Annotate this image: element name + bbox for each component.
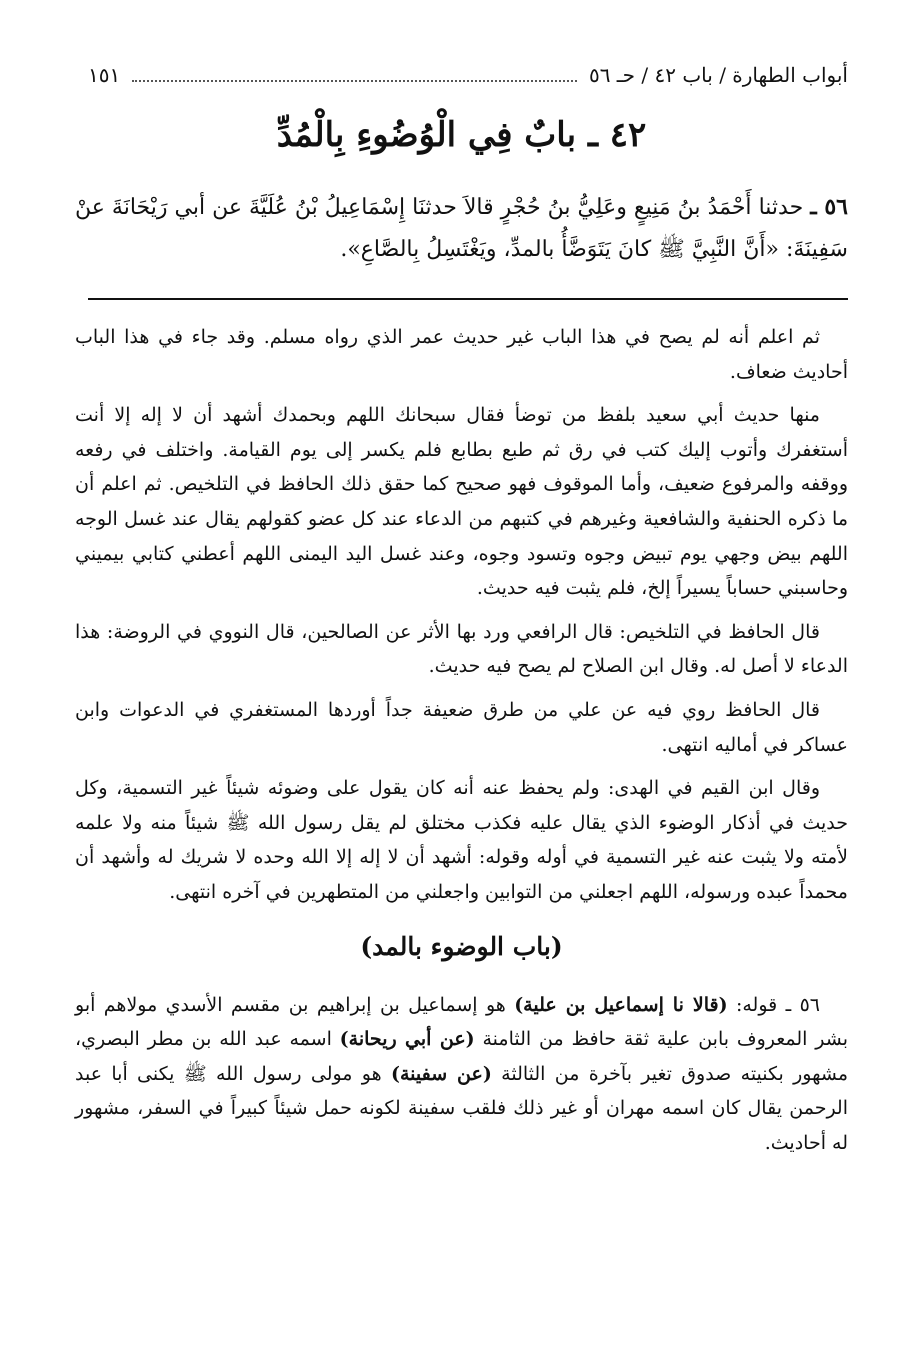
sub-heading: (باب الوضوء بالمد)	[360, 931, 563, 961]
note-paragraph	[75, 988, 848, 1161]
commentary-paragraph-3: قال الحافظ في التلخيص: قال الرافعي ورد بها الأثر عن الصالحين، قال النووي في الروضة: هذا الدعاء لا أصل له. وقال ابن الصلاح لم يصح فيه حديث.	[75, 620, 848, 678]
hadith-text-block	[75, 186, 848, 271]
leader-dots	[132, 68, 577, 82]
note-bold-2: (عن أبي ريحانة)	[339, 1028, 475, 1051]
note-text-1: هو إسماعيل بن إبراهيم بن مقسم الأسدي مولاهم أبو بشر المعروف بابن علية ثقة حافظ من الثامنة	[75, 993, 848, 1051]
note-text-2: اسمه عبد الله بن مطر البصري، مشهور بكنيته صدوق تغير بآخرة من الثالثة	[75, 1028, 848, 1085]
note-lead: ٥٦ ـ قوله:	[727, 993, 821, 1016]
commentary-paragraph-5: وقال ابن القيم في الهدى: ولم يحفظ عنه أنه كان يقول على وضوئه شيئاً غير التسمية، وكل حديث في أذكار الوضوء الذي يقال عليه فكذب مختلق لم يقل رسول الله ﷺ شيئاً منه ولا علمه لأمته ولا يثبت عنه غير التسمية في أوله وقوله: أشهد أن لا إله إلا الله وحده لا شريك له وأشهد أن محمداً عبده ورسوله، اللهم اجعلني من التوابين واجعلني من المتطهرين في آخره انتهى.	[75, 777, 848, 903]
note-bold-1: (قالا نا إسماعيل بن علية)	[514, 993, 728, 1016]
commentary-paragraph-2: منها حديث أبي سعيد بلفظ من توضأ فقال سبحانك اللهم وبحمدك أشهد أن لا إله إلا أنت أستغفرك وأتوب إليك كتب في رق ثم طبع بطابع فلم يكسر إلى يوم القيامة. واختلف في رفعه ووقفه والمرفوع ضعيف، وأما الموقوف فهو صحيح كما حقق ذلك الحافظ في التلخيص. ثم اعلم أن ما ذكره الحنفية والشافعية وغيرهم في كتبهم من الدعاء عند كل عضو كقولهم يقال عند غسل الوجه اللهم بيض وجهي يوم تبيض وجوه وتسود وجوه، وعند غسل اليد اليمنى اللهم أعطني كتابي بيميني وحاسبني حساباً يسيراً إلخ، فلم يثبت فيه حديث.	[75, 404, 848, 600]
commentary-paragraph-4: قال الحافظ روي فيه عن علي من طرق ضعيفة جداً أوردها المستغفري في الدعوات وابن عساكر في أماليه انتهى.	[75, 698, 848, 756]
running-header	[88, 58, 848, 92]
separator-rule	[88, 298, 848, 300]
hadith-text: حدثنا أَحْمَدُ بنُ مَنِيعٍ وعَلِيُّ بنُ حُجْرٍ قالاَ حدثنَا إِسْمَاعِيلُ بْنُ عُلَيَّةَ عن أبي رَيْحَانَةَ عنْ سَفِينَةَ: «أَنَّ النَّبِيَّ ﷺ كانَ يَتَوَضَّأُ بالمدِّ، ويَغْتَسِلُ بِالصَّاعِ».	[75, 195, 848, 262]
page-number: ١٥١	[88, 63, 121, 87]
running-header-title: أبواب الطهارة / باب ٤٢ / حـ ٥٦	[588, 63, 848, 87]
commentary-paragraph-1: ثم اعلم أنه لم يصح في هذا الباب غير حديث عمر الذي رواه مسلم. وقد جاء في هذا الباب أحاديث ضعاف.	[75, 326, 848, 383]
hadith-number: ٥٦ ـ	[810, 194, 848, 220]
note-text-3: هو مولى رسول الله ﷺ يكنى أبا عبد الرحمن يقال كان اسمه مهران أو غير ذلك فلقب سفينة لكونه حمل شيئاً كبيراً في السفر، مشهور له أحاديث.	[75, 1062, 848, 1154]
chapter-title: ٤٢ ـ بابٌ فِي الْوُضُوءِ بِالْمُدِّ	[276, 115, 647, 155]
commentary-section	[75, 320, 848, 1169]
note-bold-3: (عن سفينة)	[390, 1062, 492, 1085]
